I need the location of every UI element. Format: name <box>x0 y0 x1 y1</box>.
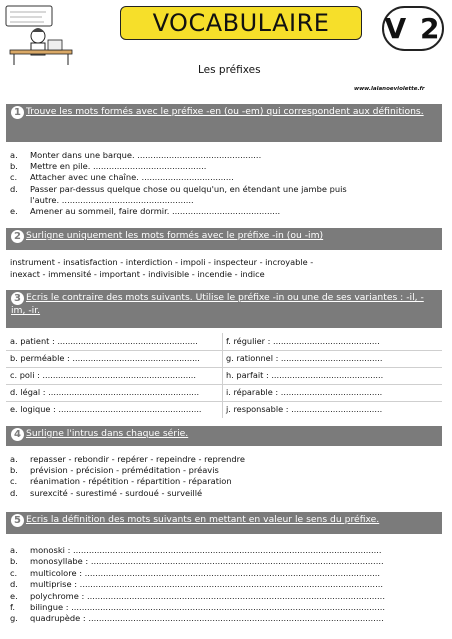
answer-row: c. poli : ........................................................... <box>10 370 196 380</box>
section-2-words <box>10 257 442 280</box>
list-item: d. surexcité - surestimé - surdoué - surveillé <box>10 487 203 498</box>
list-item: g. quadrupède : ................................................................................................................ <box>10 613 384 624</box>
site-url: www.lalanoeviolette.fr <box>354 86 425 92</box>
answer-row: h. parfait : ........................................... <box>226 370 384 380</box>
list-item: e. polychrome : ................................................................................................................. <box>10 590 385 601</box>
page-subtitle: Les préfixes <box>198 64 261 76</box>
section-instruction: Trouve les mots formés avec le préfixe -en (ou -em) qui correspondent aux définitions. <box>26 106 424 117</box>
list-item: b. Mettre en pile. ........................................... <box>10 161 207 172</box>
section-number: 3 <box>11 292 24 305</box>
section-1-items <box>10 150 347 217</box>
section-1-header <box>6 104 442 142</box>
answer-row: j. responsable : ................................... <box>226 404 383 414</box>
section-number: 1 <box>11 106 24 119</box>
section-4-header <box>6 426 442 446</box>
answer-row: d. légal : .......................................................... <box>10 387 200 397</box>
list-item: l'autre. .................................................. <box>30 194 194 205</box>
section-number: 2 <box>11 230 24 243</box>
list-item: b. prévision - précision - préméditation - préavis <box>10 465 219 476</box>
list-item: f. bilingue : ....................................................................................................................... <box>10 602 385 613</box>
list-item: c. Attacher avec une chaîne. ................................... <box>10 172 234 183</box>
section-instruction: Ecris la définition des mots suivants en mettant en valeur le sens du préfixe. <box>26 514 380 525</box>
version-badge <box>382 6 444 51</box>
list-item: c. multicolore : ................................................................................................................ <box>10 567 381 578</box>
divider <box>222 333 223 418</box>
list-item: a. monoski : ..................................................................................................................... <box>10 545 382 555</box>
list-item: b. monosyllabe : ............................................................................................................... <box>10 556 384 567</box>
divider <box>6 401 442 402</box>
list-item: d. Passer par-dessus quelque chose ou quelqu'un, en étendant une jambe puis <box>10 183 347 194</box>
list-item: d. multiprise : ................................................................................................................... <box>10 579 383 590</box>
list-item: e. Amener au sommeil, faire dormir. ......................................... <box>10 206 281 217</box>
version-text: V 2 <box>384 12 442 45</box>
answer-row: b. perméable : ................................................. <box>10 353 200 363</box>
answer-row: g. rationnel : ....................................... <box>226 353 383 363</box>
list-item: c. réanimation - répétition - répartition - réparation <box>10 476 232 487</box>
divider <box>6 384 442 385</box>
divider <box>6 367 442 368</box>
list-item: a. repasser - rebondir - repérer - repeindre - reprendre <box>10 454 245 464</box>
answer-row: i. réparable : ....................................... <box>226 387 383 397</box>
list-item: a. Monter dans une barque. ............................................... <box>10 150 262 160</box>
section-instruction: Ecris le contraire des mots suivants. Utilise le préfixe -in ou une de ses variantes : -il, -im, -ir. <box>11 292 424 316</box>
word-list-line: instrument - insatisfaction - interdiction - impoli - inspecteur - incroyable - <box>10 257 314 267</box>
section-2-header <box>6 228 442 250</box>
section-5-header <box>6 512 442 534</box>
answer-row: e. logique : ....................................................... <box>10 404 202 414</box>
section-instruction: Surligne uniquement les mots formés avec le préfixe -in (ou -im) <box>26 230 324 241</box>
divider <box>6 350 442 351</box>
section-instruction: Surligne l'intrus dans chaque série. <box>26 428 189 439</box>
page-title <box>120 6 362 40</box>
section-5-items <box>10 545 442 625</box>
title-text: VOCABULAIRE <box>152 9 330 37</box>
section-number: 4 <box>11 428 24 441</box>
section-3-grid <box>6 332 442 420</box>
section-number: 5 <box>11 514 24 527</box>
answer-row: a. patient : ...................................................... <box>10 336 198 346</box>
section-3-header <box>6 290 442 328</box>
answer-row: f. régulier : ......................................... <box>226 336 380 346</box>
section-4-items <box>10 454 245 499</box>
teacher-illustration <box>4 4 76 66</box>
word-list-line: inexact - immensité - important - indivisible - incendie - indice <box>10 268 265 279</box>
